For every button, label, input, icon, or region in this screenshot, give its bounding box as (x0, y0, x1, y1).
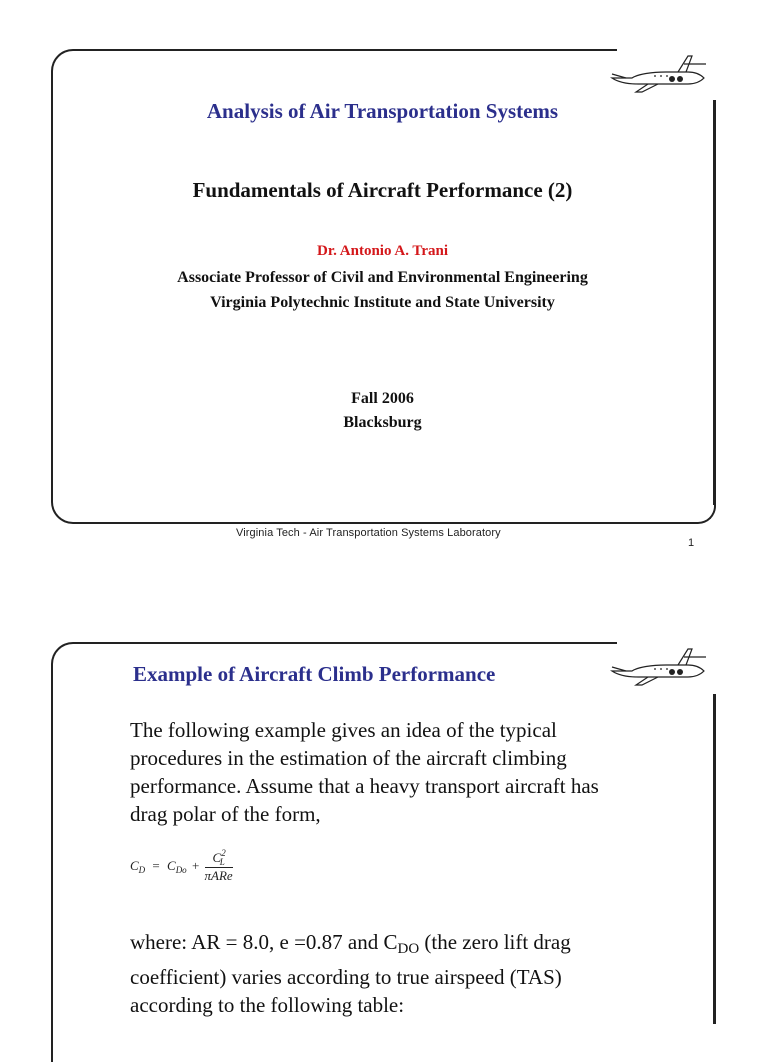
author-institution: Virginia Polytechnic Institute and State University (210, 294, 555, 311)
formula-plus: + (191, 857, 200, 873)
location: Blacksburg (343, 414, 422, 431)
paragraph-line: drag polar of the form, (130, 802, 321, 826)
where-line (130, 928, 690, 963)
where-suffix: (the zero lift drag (419, 930, 571, 954)
slide2-where-text (130, 928, 690, 1019)
paragraph-line: procedures in the estimation of the aircraft climbing (130, 746, 567, 770)
lecture-title: Fundamentals of Aircraft Performance (2) (192, 178, 573, 202)
formula-numerator-sup: 2 (221, 848, 226, 858)
formula-denominator: πARe (204, 868, 233, 883)
slide1-footer: Virginia Tech - Air Transportation Systems Laboratory (236, 527, 501, 539)
formula-term1-sub: Do (175, 864, 187, 875)
slide2-title: Example of Aircraft Climb Performance (133, 662, 496, 686)
formula-numerator-sub: L (219, 857, 225, 867)
paragraph-line: performance. Assume that a heavy transport aircraft has (130, 774, 599, 798)
term: Fall 2006 (351, 390, 414, 407)
slide2-right-border (713, 694, 716, 1024)
where-line: coefficient) varies according to true airspeed (TAS) (130, 965, 562, 989)
drag-polar-formula (130, 848, 233, 884)
formula-fraction (205, 848, 233, 884)
course-title: Analysis of Air Transportation Systems (206, 99, 559, 123)
slide1-bottom-corner (600, 488, 716, 524)
page-number: 1 (688, 537, 695, 549)
formula-numerator: C (212, 850, 222, 865)
paragraph-line: The following example gives an idea of the typical (130, 718, 557, 742)
formula-term1: C (167, 857, 176, 873)
where-prefix: where: AR = 8.0, e =0.87 and C (130, 930, 398, 954)
formula-lhs-sub: D (138, 864, 146, 875)
where-sub: DO (397, 941, 420, 957)
formula-equals: = (152, 857, 160, 873)
author-name: Dr. Antonio A. Trani (316, 243, 448, 259)
slide2-paragraph (130, 716, 690, 828)
author-position: Associate Professor of Civil and Environmental Engineering (177, 269, 588, 286)
jet-aircraft-icon (608, 645, 720, 687)
jet-aircraft-icon (608, 52, 720, 94)
formula-lhs: C (130, 857, 139, 873)
where-line: according to the following table: (130, 993, 405, 1017)
